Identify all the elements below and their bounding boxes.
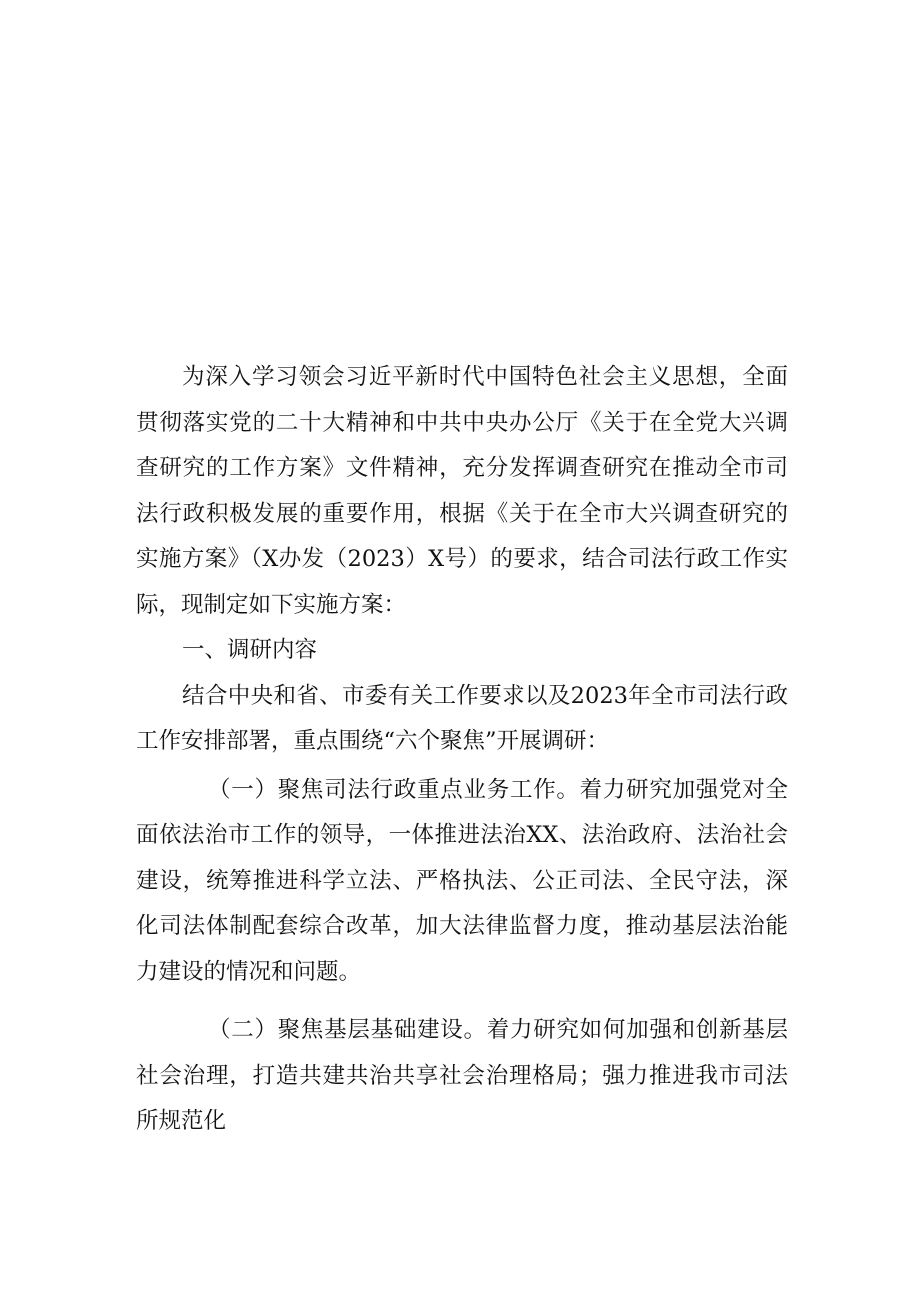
document-body	[136, 355, 788, 1145]
intro-paragraph: 为深入学习领会习近平新时代中国特色社会主义思想，全面贯彻落实党的二十大精神和中共中央办公厅《关于在全党大兴调查研究的工作方案》文件精神，充分发挥调查研究在推动全市司法行政积极发展的重要作用，根据《关于在全市大兴调查研究的实施方案》（X办发（2023）X号）的要求，结合司法行政工作实际，现制定如下实施方案：	[136, 364, 788, 618]
section-heading: 一、调研内容	[182, 637, 318, 663]
item-paragraph-2: （二）聚焦基层基础建设。着力研究如何加强和创新基层社会治理，打造共建共治共享社会治理格局；强力推进我市司法所规范化	[136, 1017, 788, 1134]
section-lead-paragraph: 结合中央和省、市委有关工作要求以及2023年全市司法行政工作安排部署，重点围绕“六个聚焦”开展调研：	[136, 682, 788, 754]
item-paragraph-1: （一）聚焦司法行政重点业务工作。着力研究加强党对全面依法治市工作的领导，一体推进法治XX、法治政府、法治社会建设，统筹推进科学立法、严格执法、公正司法、全民守法，深化司法体制配套综合改革，加大法律监督力度，推动基层法治能力建设的情况和问题。	[136, 776, 788, 985]
